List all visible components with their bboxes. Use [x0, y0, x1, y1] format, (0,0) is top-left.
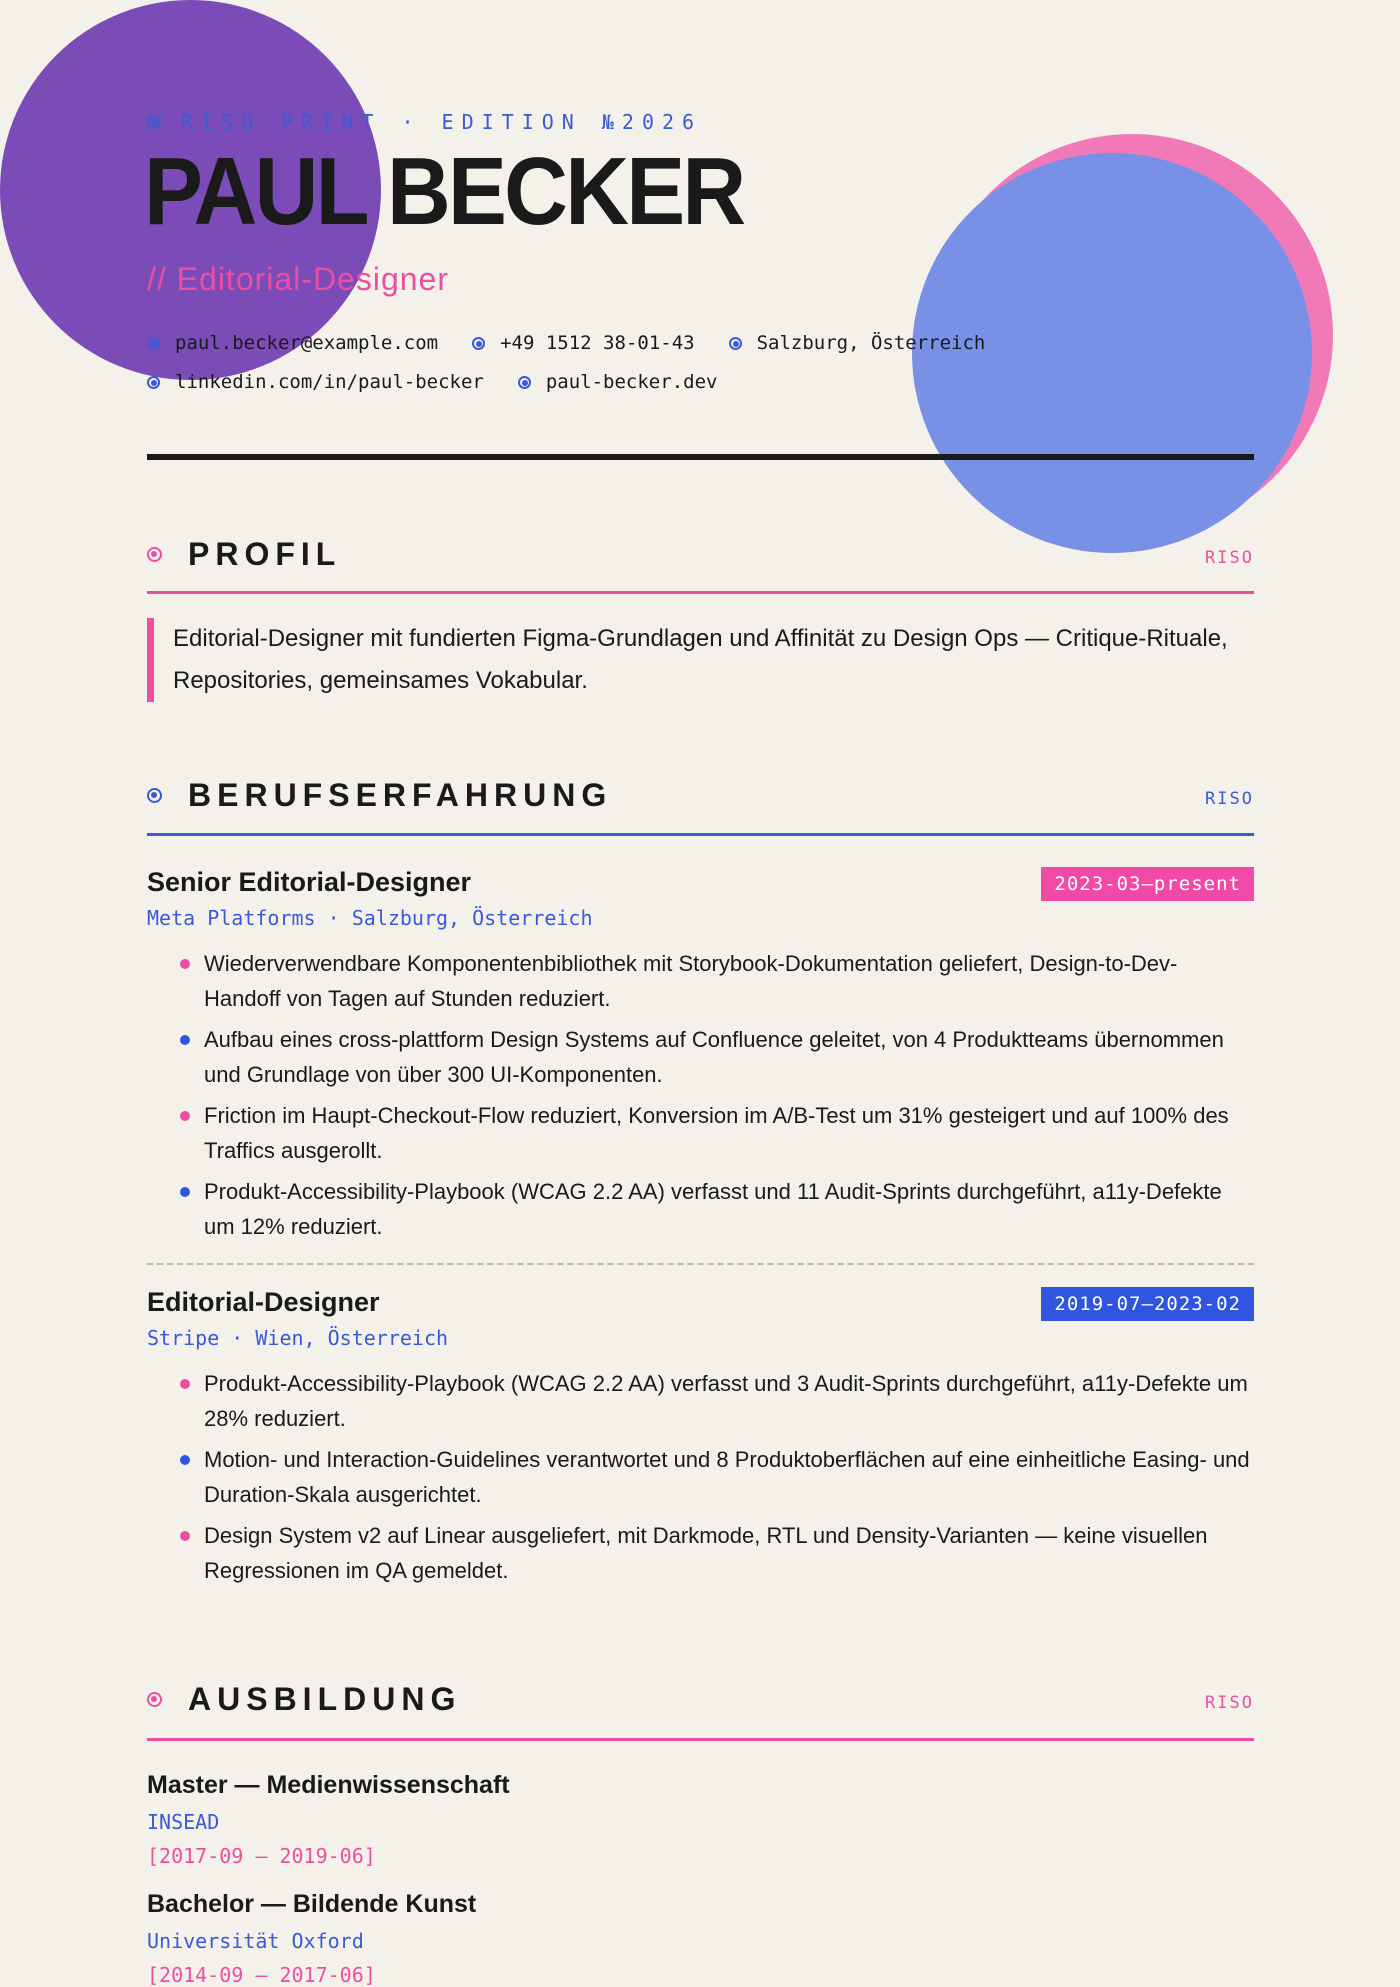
bullet-item: Produkt-Accessibility-Playbook (WCAG 2.2 AA) verfasst und 11 Audit-Sprints durchgeführt, a11y-Defekte um 12% reduziert.	[147, 1174, 1254, 1244]
ring-dot-icon	[472, 337, 485, 350]
bullet-item: Produkt-Accessibility-Playbook (WCAG 2.2 AA) verfasst und 3 Audit-Sprints durchgeführt, a11y-Defekte um 28% reduziert.	[147, 1366, 1254, 1436]
section-rule	[147, 1738, 1254, 1741]
ring-dot-icon	[147, 337, 160, 350]
section-rule	[147, 591, 1254, 594]
ring-dot-icon	[729, 337, 742, 350]
section-header-education	[147, 1681, 1254, 1718]
job-title: Senior Editorial-Designer	[147, 867, 472, 897]
ring-dot-icon	[518, 376, 531, 389]
header-divider	[147, 454, 1254, 460]
job-organization: Stripe · Wien, Österreich	[147, 1326, 449, 1350]
job-entry	[147, 867, 1254, 1250]
profile-summary: Editorial-Designer mit fundierten Figma-Grundlagen und Affinität zu Design Ops — Critique-Rituale, Repositories, gemeinsames Vokabular.	[147, 618, 1254, 702]
ring-dot-icon	[147, 788, 162, 803]
job-date-badge: 2019-07–2023-02	[1041, 1287, 1254, 1321]
section-title: PROFIL	[188, 536, 342, 572]
degree-title: Bachelor — Bildende Kunst	[147, 1890, 477, 1918]
bullet-dot-icon	[180, 1455, 190, 1465]
education-entry	[147, 1890, 476, 1987]
kicker-text: RISO PRINT · EDITION №2026	[181, 110, 703, 134]
edition-kicker	[147, 110, 702, 134]
job-title: Editorial-Designer	[147, 1287, 380, 1317]
section-tag: RISO	[1205, 1693, 1254, 1713]
ring-dot-icon	[147, 547, 162, 562]
education-entry	[147, 1771, 510, 1868]
role-title: // Editorial-Designer	[147, 261, 449, 297]
section-rule	[147, 833, 1254, 836]
bullet-item: Design System v2 auf Linear ausgeliefert, mit Darkmode, RTL und Density-Varianten — keine visuellen Regressionen im QA gemeldet.	[147, 1518, 1254, 1588]
bullet-item: Aufbau eines cross-plattform Design Systems auf Confluence geleitet, von 4 Produktteams übernommen und Grundlage von über 300 UI-Komponenten.	[147, 1022, 1254, 1092]
bullet-dot-icon	[180, 1531, 190, 1541]
bullet-item: Motion- und Interaction-Guidelines verantwortet und 8 Produktoberflächen auf eine einheitliche Easing- und Duration-Skala ausgerichtet.	[147, 1442, 1254, 1512]
education-date: [2014-09 – 2017-06]	[147, 1963, 376, 1987]
ring-dot-icon	[147, 1692, 162, 1707]
job-organization: Meta Platforms · Salzburg, Österreich	[147, 906, 593, 930]
contact-linkedin[interactable]: linkedin.com/in/paul-becker	[147, 371, 484, 393]
contact-phone[interactable]: +49 1512 38-01-43	[472, 332, 694, 354]
bullet-item: Friction im Haupt-Checkout-Flow reduziert, Konversion im A/B-Test um 31% gesteigert und auf 100% des Traffics ausgerollt.	[147, 1098, 1254, 1168]
bullet-item: Wiederverwendbare Komponentenbibliothek mit Storybook-Dokumentation geliefert, Design-to-Dev-Handoff von Tagen auf Stunden reduziert.	[147, 946, 1254, 1016]
contact-email[interactable]: paul.becker@example.com	[147, 332, 438, 354]
contact-location: Salzburg, Österreich	[729, 332, 986, 354]
school-name: Universität Oxford	[147, 1929, 364, 1953]
bullet-dot-icon	[180, 959, 190, 969]
job-divider	[147, 1263, 1254, 1265]
section-header-experience	[147, 777, 1254, 814]
school-name: INSEAD	[147, 1810, 220, 1834]
degree-title: Master — Medienwissenschaft	[147, 1771, 510, 1799]
section-title: BERUFSERFAHRUNG	[188, 777, 613, 813]
contact-website[interactable]: paul-becker.dev	[518, 371, 718, 393]
person-name: PAUL BECKER	[144, 138, 744, 245]
job-entry	[147, 1287, 1254, 1594]
section-title: AUSBILDUNG	[188, 1681, 462, 1717]
bullet-dot-icon	[180, 1379, 190, 1389]
bullet-dot-icon	[180, 1187, 190, 1197]
job-bullets	[147, 1366, 1254, 1588]
section-tag: RISO	[1205, 789, 1254, 809]
bullet-dot-icon	[180, 1035, 190, 1045]
ring-dot-icon	[147, 115, 161, 129]
section-header-profile	[147, 536, 1254, 573]
contact-list	[147, 332, 1019, 410]
education-date: [2017-09 – 2019-06]	[147, 1844, 376, 1868]
job-date-badge: 2023-03–present	[1041, 867, 1254, 901]
ring-dot-icon	[147, 376, 160, 389]
job-bullets	[147, 946, 1254, 1244]
bullet-dot-icon	[180, 1111, 190, 1121]
section-tag: RISO	[1205, 548, 1254, 568]
